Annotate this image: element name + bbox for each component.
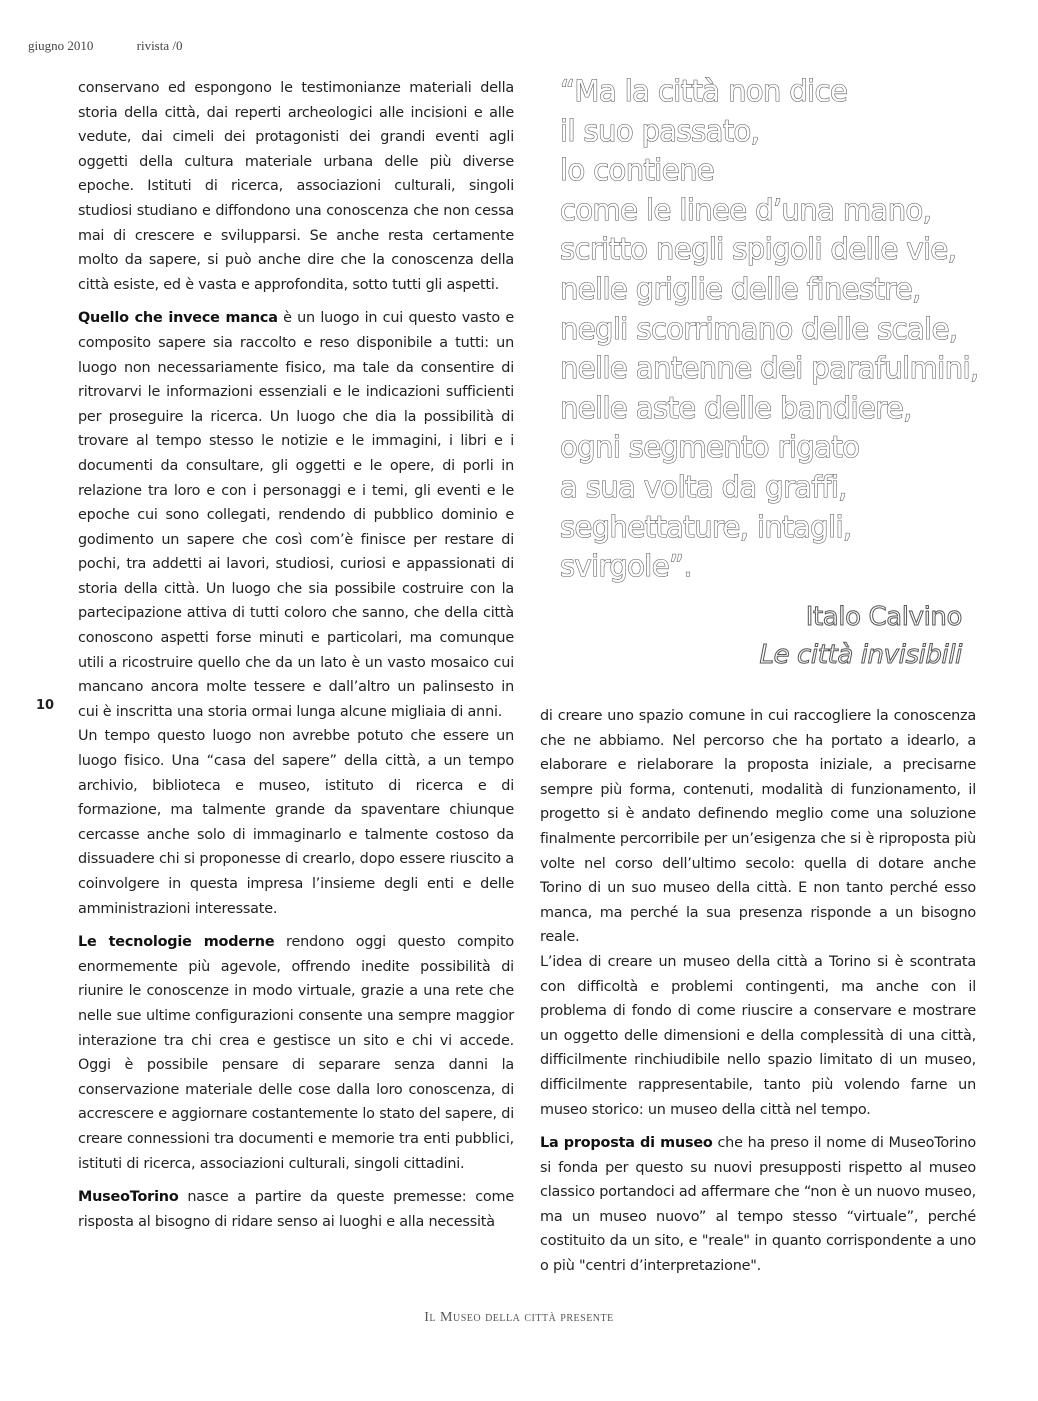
quote-line: ogni segmento rigato: [560, 430, 860, 465]
left-paragraph-5-text: nasce a partire da queste premesse: come risposta al bisogno di ridare senso ai luoghi e alla necessità: [78, 1189, 514, 1230]
calvino-quote: [560, 72, 1000, 587]
left-paragraph-4-lead: Le tecnologie moderne: [78, 934, 275, 951]
left-paragraph-2: [78, 306, 514, 724]
quote-line: svirgole”.: [560, 549, 693, 584]
right-paragraph-3-lead: La proposta di museo: [540, 1135, 713, 1152]
left-paragraph-2-lead: Quello che invece manca: [78, 310, 278, 327]
left-paragraph-3: Un tempo questo luogo non avrebbe potuto che essere un luogo fisico. Una “casa del sapere” della città, a un tempo archivio, biblioteca e museo, istituto di ricerca e di formazione, ma talmente grande da spaventare chiunque cercasse anche solo di immaginarlo e talmente costoso da dissuadere chi si proponesse di crearlo, dopo essere riuscito a coinvolgere in questa impresa l’insieme degli enti e delle amministrazioni interessate.: [78, 728, 514, 917]
quote-line: lo contiene: [560, 153, 714, 188]
left-paragraph-4-text: rendono oggi questo compito enormemente più agevole, offrendo inedite possibilità di riunire le conoscenze in modo virtuale, grazie a una rete che nelle sue ultime configurazioni consente una sempre maggior interazione tra chi crea e gestisce un sito e chi vi accede. Oggi è possibile pensare di separare senza danni la conservazione materiale delle cose dalla loro conoscenza, di accrescere e aggiornare costantemente lo stato del sapere, di creare connessioni tra documenti e memorie tra enti pubblici, istituti di ricerca, associazioni culturali, singoli cittadini.: [78, 934, 514, 1172]
right-paragraph-3: [540, 1131, 976, 1279]
quote-author: Italo Calvino: [805, 602, 962, 632]
right-paragraph-3-text: che ha preso il nome di MuseoTorino si fonda per questo su nuovi presupposti rispetto al museo classico portandoci ad affermare che “non è un nuovo museo, ma un museo nuovo” al tempo stesso “virtuale”, perché costituito da un sito, e "reale" in quanto corrispondente a uno o più "centri d’interpretazione".: [540, 1135, 976, 1275]
left-paragraph-1: conservano ed espongono le testimonianze materiali della storia della città, dai reperti archeologici alle incisioni e alle vedute, dai cimeli dei protagonisti dei grandi eventi agli oggetti della cultura materiale urbana delle più diverse epoche. Istituti di ricerca, associazioni culturali, singoli studiosi studiano e diffondono una conoscenza che non cessa mai di crescere e svilupparsi. Se anche resta certamente molto da sapere, si può anche dire che la conoscenza della città esiste, ed è vasta e approfondita, sotto tutti gli aspetti.: [78, 80, 514, 293]
right-paragraph-1: di creare uno spazio comune in cui raccogliere la conoscenza che ne abbiamo. Nel percorso che ha portato a idearlo, a elaborare e rielaborare la proposta iniziale, a precisarne sempre più forma, contenuti, modalità di funzionamento, il progetto si è andato definendo meglio come una soluzione finalmente percorribile per un’esigenza che si è riproposta più volte nel corso dell’ultimo secolo: quella di dotare anche Torino di un suo museo della città. E non tanto perché esso manca, ma perché la sua presenza risponde a un bisogno reale.: [540, 708, 976, 946]
quote-line: nelle griglie delle finestre,: [560, 271, 921, 306]
quote-line: come le linee d’una mano,: [560, 192, 932, 227]
quote-line: a sua volta da graffi,: [560, 469, 847, 504]
left-column: [78, 76, 514, 1234]
left-paragraph-2-text: è un luogo in cui questo vasto e composito sapere sia raccolto e reso disponibile a tutti: un luogo non necessariamente fisico, ma tale da consentire di ritrovarvi le informazioni essenziali e le indicazioni sufficienti per proseguire la ricerca. Un luogo che dia la possibilità di trovare al tempo stesso le notizie e le immagini, i libri e i documenti da consultare, gli oggetti e le opere, di porli in relazione tra loro e con i personaggi e i temi, gli eventi e le epoche cui sono collegati, rendendo di pubblico dominio e godimento un sapere che così com’è finisce per restare di pochi, tra addetti ai lavori, studiosi, curiosi e appassionati di storia della città. Un luogo che sia possibile costruire con la partecipazione attiva di tutti coloro che sanno, che della città conoscono aspetti forse minuti e particolari, ma comunque utili a ricostruire quello che da un lato è un vasto mosaico cui mancano ancora molte tessere e dall’altro un palinsesto in cui è inscritta una storia ormai lunga alcune migliaia di anni.: [78, 310, 514, 720]
quote-line: il suo passato,: [560, 113, 760, 148]
right-paragraph-2: L’idea di creare un museo della città a Torino si è scontrata con difficoltà e problemi contingenti, ma anche con il problema di fondo di come riuscire a conservare e mostrare un oggetto delle dimensioni e della complessità di una città, difficilmente rinchiudibile nello spazio limitato di un museo, difficilmente rappresentabile, tanto più volendo farne un museo storico: un museo della città nel tempo.: [540, 953, 976, 1118]
quote-attribution: [759, 598, 962, 674]
left-paragraph-4: [78, 930, 514, 1176]
header-date: giugno 2010: [28, 38, 94, 53]
quote-line: nelle antenne dei parafulmini,: [560, 351, 979, 386]
page-footer: Il Museo della città presente: [424, 1310, 614, 1325]
page-header: [28, 38, 182, 54]
header-issue: rivista /0: [136, 38, 183, 53]
quote-line: nelle aste delle bandiere,: [560, 390, 912, 425]
quote-book-title: Le città invisibili: [759, 640, 962, 670]
left-paragraph-5: [78, 1185, 514, 1234]
quote-line: “Ma la città non dice: [560, 74, 848, 108]
page-number: 10: [36, 698, 55, 713]
right-column: [540, 704, 976, 1279]
left-paragraph-5-lead: MuseoTorino: [78, 1189, 179, 1206]
quote-line: seghettature, intagli,: [560, 509, 852, 544]
quote-line: negli scorrimano delle scale,: [560, 311, 958, 346]
quote-line: scritto negli spigoli delle vie,: [560, 232, 957, 267]
